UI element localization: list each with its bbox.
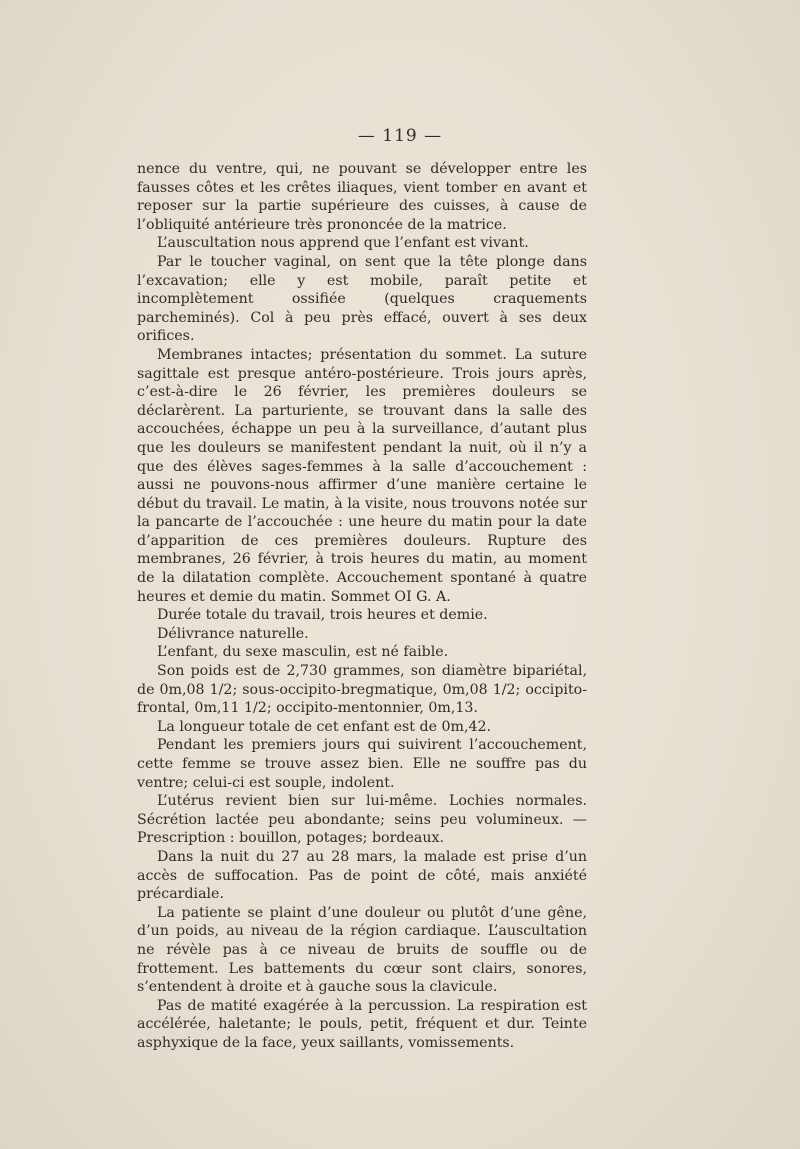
paragraph: Son poids est de 2,730 grammes, son diamètre bipariétal, de 0m,08 1/2; sous-occipito-bregmatique, 0m,08 1/2; occipito-frontal, 0m,11 1/2; occipito-mentonnier, 0m,13. xyxy=(137,663,587,717)
paragraph: Pas de matité exagérée à la percussion. La respiration est accélérée, haletante; le pouls, petit, fréquent et dur. Teinte asphyxique de la face, yeux saillants, vomissements. xyxy=(137,997,587,1051)
paragraph: L’enfant, du sexe masculin, est né faible. xyxy=(157,644,449,661)
page-number-header: — 119 — xyxy=(357,126,443,146)
paragraph: Dans la nuit du 27 au 28 mars, la malade est prise d’un accès de suffocation. Pas de point de côté, mais anxiété précardiale. xyxy=(137,848,587,903)
paragraph: L’auscultation nous apprend que l’enfant est vivant. xyxy=(157,235,529,252)
body-text xyxy=(137,160,587,1053)
paragraph: Délivrance naturelle. xyxy=(157,625,309,642)
paragraph: Par le toucher vaginal, on sent que la tête plonge dans l’excavation; elle y est mobile, paraît petite et incomplètement ossifiée (quelques craquements parcheminés). Col à peu près effacé, ouvert à ses deux orifices. xyxy=(137,253,587,345)
paragraph: Pendant les premiers jours qui suivirent l’accouchement, cette femme se trouve assez bien. Elle ne souffre pas du ventre; celui-ci est souple, indolent. xyxy=(137,737,587,791)
paragraph: Membranes intactes; présentation du sommet. La suture sagittale est presque antéro-postérieure. Trois jours après, c’est-à-dire le 26 février, les premières douleurs se déclarèrent. La parturiente, se trouvant dans la salle des accouchées, échappe un peu à la surveillance, d’autant plus que les douleurs se manifestent pendant la nuit, où il n’y a que des élèves sages-femmes à la salle d’accouchement : aussi ne pouvons-nous affirmer d’une manière certaine le début du travail. Le matin, à la visite, nous trouvons notée sur la pancarte de l’accouchée : une heure du matin pour la date d’apparition de ces premières douleurs. Rupture des membranes, 26 février, à trois heures du matin, au moment de la dilatation complète. Accouchement spontané à quatre heures et demie du matin. Sommet OI G. A. xyxy=(137,346,587,605)
paragraph: nence du ventre, qui, ne pouvant se développer entre les fausses côtes et les crêtes iliaques, vient tomber en avant et reposer sur la partie supérieure des cuisses, à cause de l’obliquité antérieure très prononcée de la matrice. xyxy=(137,161,587,233)
paragraph: L’utérus revient bien sur lui-même. Lochies normales. Sécrétion lactée peu abondante; seins peu volumineux. — Prescription : bouillon, potages; bordeaux. xyxy=(137,793,587,847)
paragraph: Durée totale du travail, trois heures et demie. xyxy=(157,607,488,624)
paragraph: La longueur totale de cet enfant est de 0m,42. xyxy=(157,718,492,735)
paragraph: La patiente se plaint d’une douleur ou plutôt d’une gêne, d’un poids, au niveau de la région cardiaque. L’auscultation ne révèle pas à ce niveau de bruits de souffle ou de frottement. Les battements du cœur sont clairs, sonores, s’entendent à droite et à gauche sous la clavicule. xyxy=(137,904,587,996)
